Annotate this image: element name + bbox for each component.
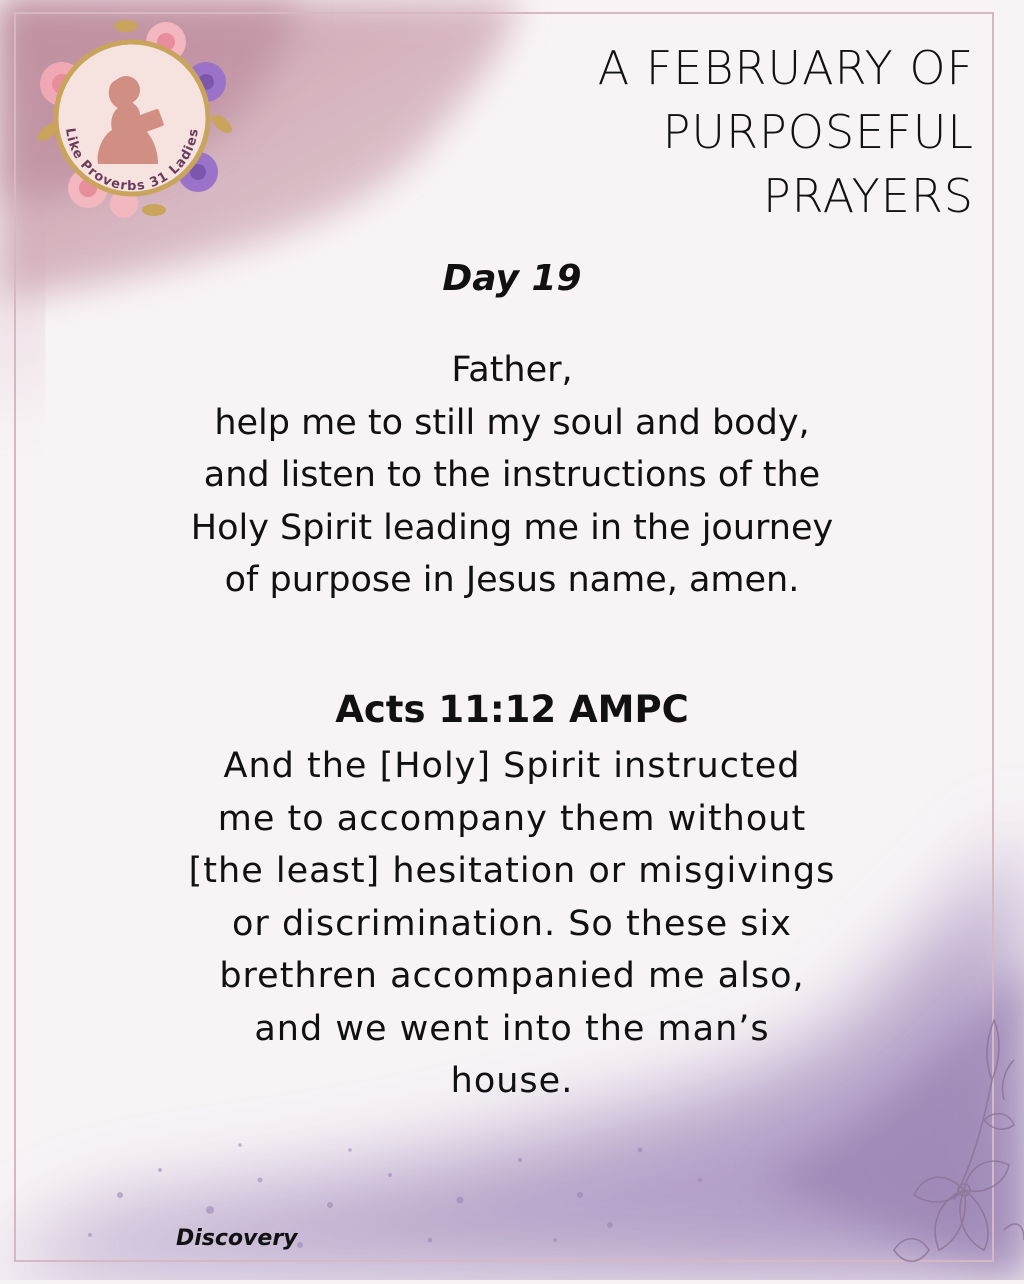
verse-line: or discrimination. So these six bbox=[232, 903, 792, 944]
floral-line-art-icon bbox=[874, 1000, 1024, 1280]
verse-line: [the least] hesitation or misgivings bbox=[188, 851, 836, 891]
title-line: PRAYERS bbox=[762, 169, 974, 223]
logo-text: Like Proverbs 31 Ladies bbox=[62, 127, 202, 195]
prayer-line: Holy Spirit leading me in the journey bbox=[190, 507, 834, 548]
footer-label: Discovery bbox=[176, 1226, 298, 1251]
day-heading: Day 19 bbox=[442, 258, 582, 299]
prayer-line: and listen to the instructions of the bbox=[203, 455, 821, 495]
series-title bbox=[454, 36, 974, 228]
verse-line: me to accompany them without bbox=[217, 798, 807, 839]
prayer-line: Father, bbox=[451, 350, 573, 390]
prayer-line: help me to still my soul and body, bbox=[214, 402, 810, 443]
prayer-line: of purpose in Jesus name, amen. bbox=[224, 560, 800, 600]
title-line: PURPOSEFUL bbox=[662, 105, 974, 159]
verse-line: and we went into the man’s bbox=[254, 1008, 770, 1049]
ministry-logo bbox=[26, 12, 238, 224]
title-line: A FEBRUARY OF bbox=[597, 41, 974, 95]
prayer-text bbox=[100, 344, 924, 607]
scripture-text bbox=[80, 740, 944, 1108]
verse-line: And the [Holy] Spirit instructed bbox=[223, 746, 801, 786]
verse-line: house. bbox=[450, 1061, 574, 1101]
scripture-reference: Acts 11:12 AMPC bbox=[335, 688, 689, 731]
verse-line: brethren accompanied me also, bbox=[219, 956, 805, 996]
